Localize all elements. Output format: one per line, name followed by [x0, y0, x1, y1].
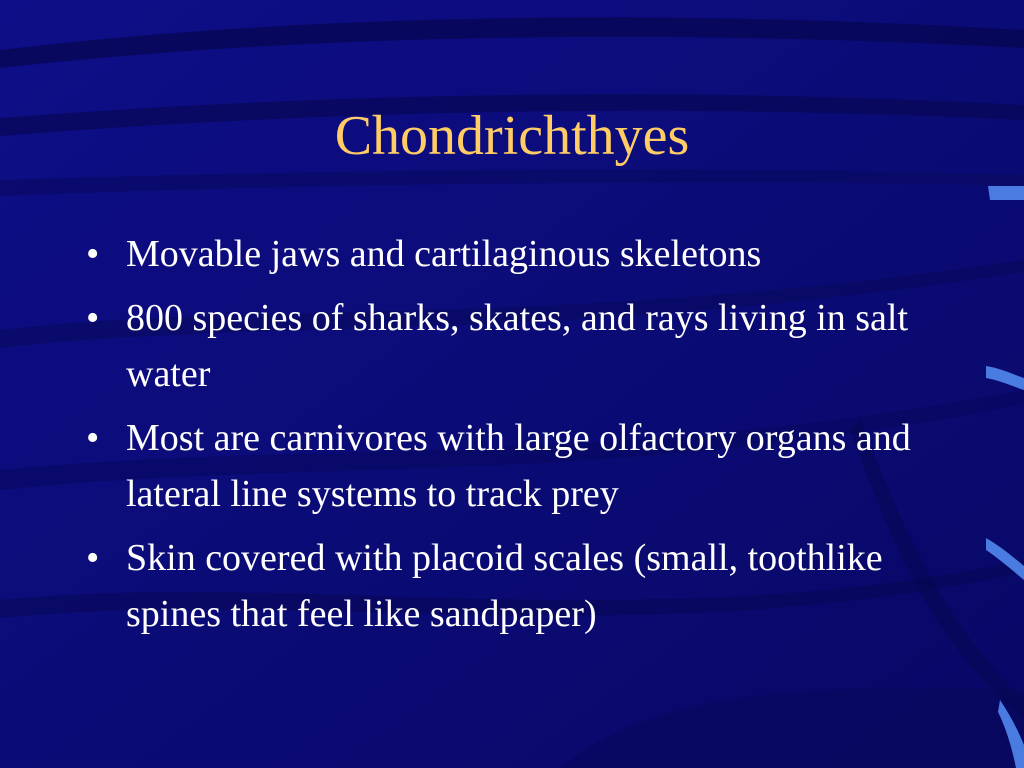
- bullet-icon: •: [86, 233, 100, 275]
- list-item: [86, 290, 966, 402]
- slide-title: Chondrichthyes: [334, 105, 690, 167]
- bullet-icon: •: [86, 537, 100, 579]
- bullet-list: [86, 226, 966, 650]
- bullet-text: 800 species of sharks, skates, and rays living in salt water: [126, 297, 909, 395]
- bullet-text: Most are carnivores with large olfactory organs and lateral line systems to track prey: [126, 417, 911, 515]
- bullet-text: Movable jaws and cartilaginous skeletons: [126, 233, 762, 275]
- bullet-icon: •: [86, 297, 100, 339]
- list-item: [86, 530, 966, 642]
- bullet-icon: •: [86, 417, 100, 459]
- list-item: [86, 410, 966, 522]
- list-item: [86, 226, 966, 282]
- bullet-text: Skin covered with placoid scales (small, toothlike spines that feel like sandpaper): [126, 537, 883, 635]
